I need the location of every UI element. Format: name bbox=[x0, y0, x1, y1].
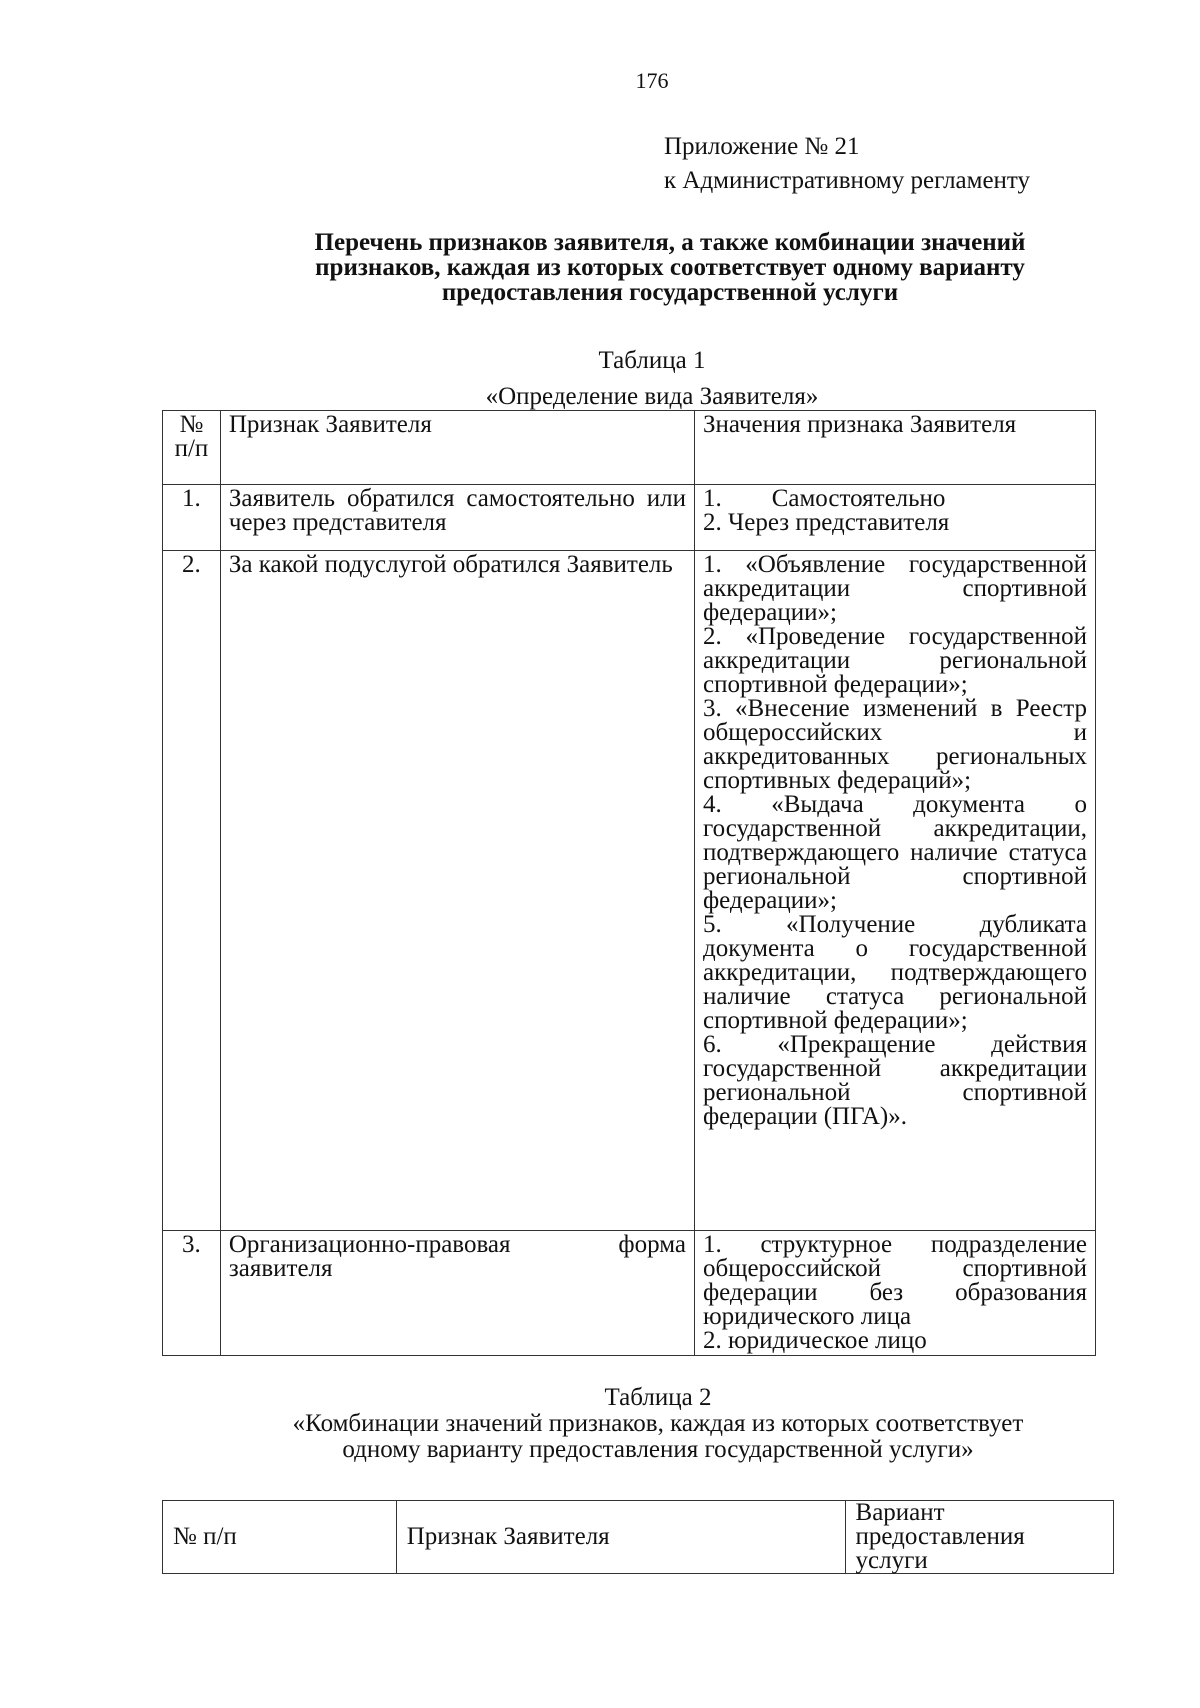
table1-row3-attribute: Организационно-правовая форма заявителя bbox=[220, 1231, 694, 1356]
table2-header-attribute: Признак Заявителя bbox=[396, 1501, 845, 1574]
table1-row3-values bbox=[694, 1231, 1095, 1356]
table-row bbox=[163, 485, 1096, 551]
table1-row1-num: 1. bbox=[163, 485, 221, 551]
page-number: 176 bbox=[635, 68, 669, 93]
table2-caption-title-1: «Комбинации значений признаков, каждая из которых соответствует bbox=[292, 1410, 1024, 1437]
table2-caption bbox=[58, 1385, 1200, 1463]
table1-row1-attribute: Заявитель обратился самостоятельно или через представителя bbox=[220, 485, 694, 551]
table1-row1-values bbox=[694, 485, 1095, 551]
table2-header-variant: Вариант предоставления услуги bbox=[845, 1501, 1113, 1574]
table1-row2-value-1: 1. «Объявление государственной аккредитации спортивной федерации»; bbox=[702, 551, 1087, 626]
document-title bbox=[240, 230, 1100, 305]
table1-header-values: Значения признака Заявителя bbox=[694, 411, 1095, 485]
table1-row2-value-6: 6. «Прекращение действия государственной аккредитации региональной спортивной федерации (ПГА)». bbox=[702, 1031, 1087, 1130]
table1-header-row bbox=[163, 411, 1096, 485]
table-row bbox=[163, 551, 1096, 1231]
table1-row2-attribute: За какой подуслугой обратился Заявитель bbox=[220, 551, 694, 1231]
table2-caption-title-2: одному варианту предоставления государственной услуги» bbox=[342, 1436, 974, 1463]
table1-row2-value-3: 3. «Внесение изменений в Реестр общероссийских и аккредитованных региональных спортивных федераций»; bbox=[702, 695, 1087, 794]
table1-row2-value-2: 2. «Проведение государственной аккредитации региональной спортивной федерации»; bbox=[702, 623, 1087, 698]
appendix-line-1: Приложение № 21 bbox=[664, 133, 860, 160]
table2-caption-number: Таблица 2 bbox=[604, 1384, 712, 1411]
table1-header-attribute: Признак Заявителя bbox=[220, 411, 694, 485]
table2-header-num: № п/п bbox=[163, 1501, 397, 1574]
table1-caption-title: «Определение вида Заявителя» bbox=[485, 383, 819, 410]
table1-row2-num: 2. bbox=[163, 551, 221, 1231]
table1-row2-value-5: 5. «Получение дубликата документа о государственной аккредитации, подтверждающего наличие статуса региональной спортивной федерации»; bbox=[702, 911, 1087, 1034]
table1-row1-value-2: 2. Через представителя bbox=[702, 509, 950, 536]
table-row bbox=[163, 1231, 1096, 1356]
appendix-line-2: к Административному регламенту bbox=[664, 167, 1031, 194]
table1-header-num: № п/п bbox=[163, 411, 221, 485]
table2-header-row bbox=[163, 1501, 1114, 1574]
table1-row3-value-2: 2. юридическое лицо bbox=[702, 1327, 927, 1354]
table1-row3-value-1: 1. структурное подразделение общероссийской спортивной федерации без образования юридического лица bbox=[702, 1231, 1087, 1330]
table1-row2-values bbox=[694, 551, 1095, 1231]
table1 bbox=[162, 410, 1096, 1356]
table1-caption bbox=[52, 348, 1200, 410]
table2 bbox=[162, 1500, 1114, 1574]
table1-row1-value-1: 1. Самостоятельно bbox=[702, 485, 946, 512]
title-line-3: предоставления государственной услуги bbox=[441, 279, 899, 306]
appendix-reference bbox=[664, 130, 1030, 198]
table1-row3-num: 3. bbox=[163, 1231, 221, 1356]
table1-row2-value-4: 4. «Выдача документа о государственной аккредитации, подтверждающего наличие статуса региональной спортивной федерации»; bbox=[702, 791, 1087, 914]
table1-caption-number: Таблица 1 bbox=[598, 347, 706, 374]
title-line-1: Перечень признаков заявителя, а также комбинации значений bbox=[314, 229, 1026, 256]
title-line-2: признаков, каждая из которых соответствует одному варианту bbox=[315, 254, 1025, 281]
